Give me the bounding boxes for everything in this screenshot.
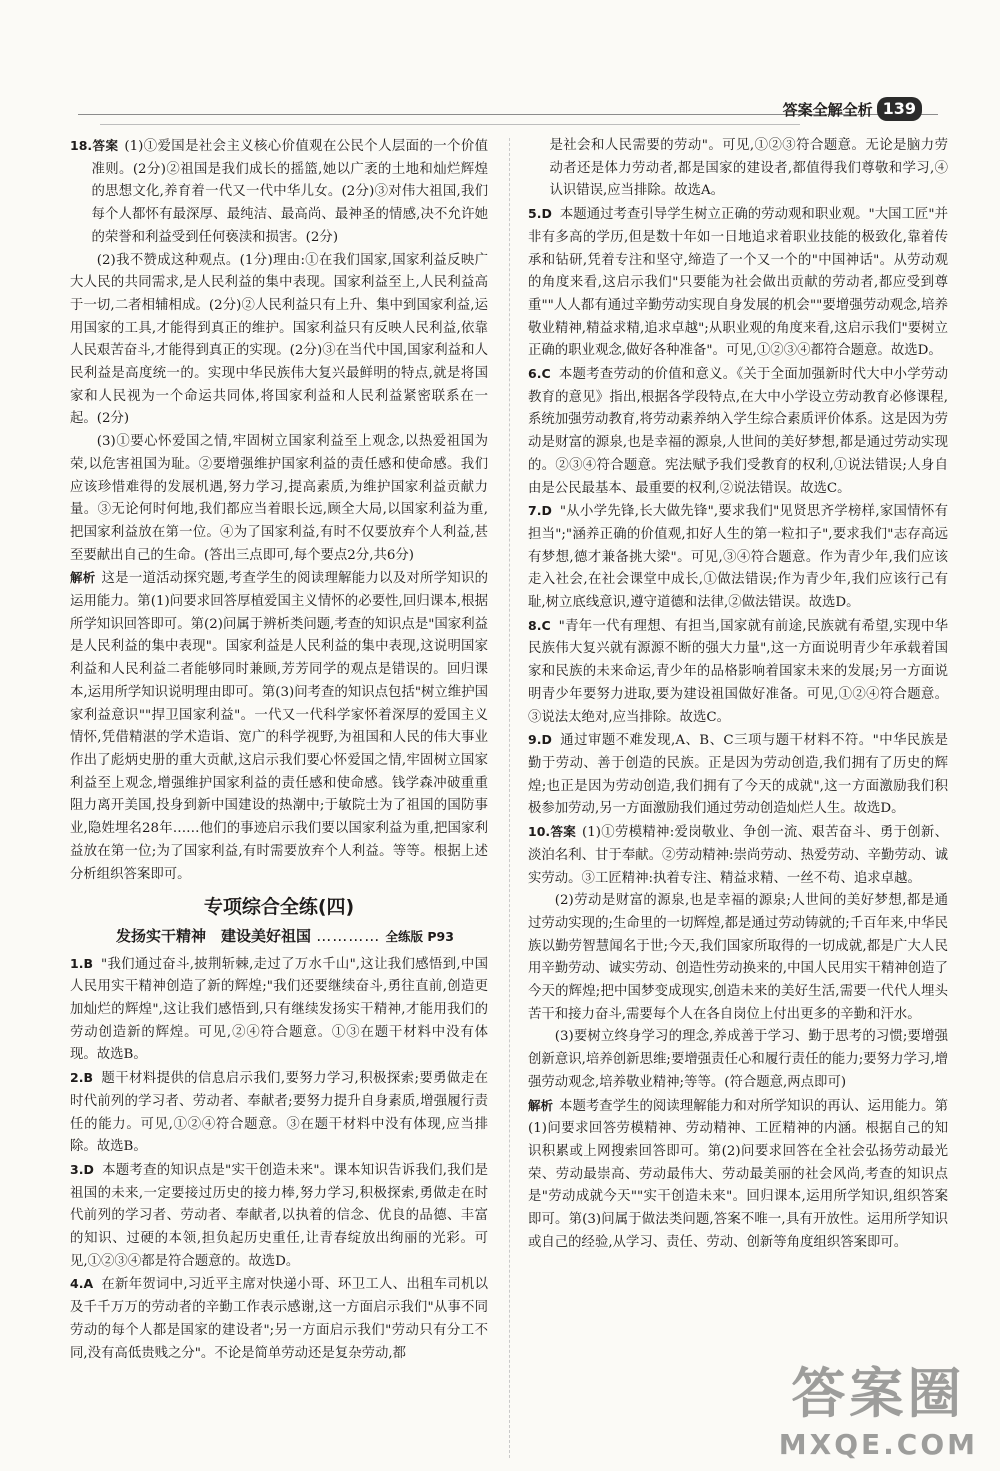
left-column: [70, 135, 488, 1365]
section-subhead: [70, 925, 488, 949]
answer-item-2: [70, 1067, 488, 1159]
answer-label: 答案: [550, 824, 577, 840]
page-header: [783, 97, 922, 121]
answer-part-2: (2)劳动是财富的源泉,也是幸福的源泉;人世间的美好梦想,都是通过劳动实现的;生命里的一切辉煌,都是通过劳动铸就的;千百年来,中华民族以勤劳智慧闻名于世;今天,我们国家所取得的一切成就,都是广大人民用辛勤劳动、诚实劳动、创造性劳动换来的,中国人民用实干精神创造了今天的辉煌;把中国梦变成现实,创造未来的美好生活,需要一代代人埋头苦干和接力奋斗,需要每个人在各自岗位上付出更多的辛勤和汗水。: [528, 893, 948, 1022]
header-rule-secondary: [100, 124, 800, 125]
question-number: 10.: [528, 824, 551, 840]
page-number: 139: [877, 97, 922, 121]
analysis-text: 这是一道活动探究题,考查学生的阅读理解能力以及对所学知识的运用能力。第(1)问要求回答厚植爱国主义情怀的必要性,回归课本,根据所学知识回答即可。第(2)问属于辨析类问题,考查的知识点是"国家利益是人民利益的集中表现"。国家利益是人民利益的集中表现,这说明国家利益和人民利益二者能够同时兼顾,芳芳同学的观点是错误的。回归课本,运用所学知识说明理由即可。第(3)问考查的知识点包括"树立维护国家利益意识""捍卫国家利益"。一代又一代科学家怀着深厚的爱国主义情怀,凭借精湛的学术造诣、宽广的科学视野,为祖国和人民的伟大事业作出了彪炳史册的重大贡献,这启示我们要心怀爱国之情,牢固树立国家利益至上观念,增强维护国家利益的责任感和使命感。钱学森冲破重重阻力离开美国,投身到新中国建设的热潮中;于敏院士为了祖国的国防事业,隐姓埋名28年……他们的事迹启示我们要以国家利益为重,把国家利益放在第一位;为了国家利益,有时需要放弃个人利益。等等。根据上述分析组织答案即可。: [70, 571, 488, 882]
item-number: 8.C: [528, 617, 551, 633]
item-text: 本题考查的知识点是"实干创造未来"。课本知识告诉我们,我们是祖国的未来,一定要接过历史的接力棒,努力学习,积极探索,勇做走在时代前列的学习者、劳动者、奉献者,以执着的信念、优良的品德、丰富的知识、过硬的本领,担负起历史重任,让青春绽放出绚丽的光彩。可见,①②③④都是符合题意的。故选D。: [70, 1162, 488, 1269]
item-number: 2.B: [70, 1070, 93, 1086]
answer-part-2: (2)我不赞成这种观点。(1分)理由:①在我们国家,国家利益反映广大人民的共同需求,是人民利益的集中表现。国家利益至上,人民利益高于一切,二者相辅相成。(2分)②人民利益只有上升、集中到国家利益,运用国家的工具,才能得到真正的维护。国家利益只有反映人民利益,依靠人民艰苦奋斗,才能得到真正的实现。(2分)③在当代中国,国家利益和人民利益是高度统一的。实现中华民族伟大复兴最鲜明的特点,就是将国家和人民视为一个命运共同体,将国家利益和人民利益紧密联系在一起。(2分): [70, 252, 488, 427]
item-number: 3.D: [70, 1161, 94, 1177]
answer-item-8: [528, 615, 948, 730]
item-number: 1.B: [70, 955, 93, 971]
analysis-label: 解析: [70, 570, 96, 586]
item-text: "从小学先锋,长大做先锋",要求我们"见贤思齐学榜样,家国情怀有担当";"涵养正确的价值观,扣好人生的第一粒扣子",要求我们"志存高远有梦想,德才兼备挑大梁"。可见,③④符合题意。作为青少年,我们应该走入社会,在社会课堂中成长,①做法错误;作为青少年,我们应该行己有耻,树立底线意识,遵守道德和法律,②做法错误。故选D。: [528, 504, 948, 611]
question-10: [528, 821, 948, 1254]
item-number: 5.D: [528, 206, 552, 222]
answer-item-9: [528, 729, 948, 821]
item-text: 本题考查劳动的价值和意义。《关于全面加强新时代大中小学劳动教育的意见》指出,根据各学段特点,在大中小学设立劳动教育必修课程,系统加强劳动教育,将劳动素养纳入学生综合素质评价体系。这是因为劳动是财富的源泉,也是幸福的源泉,人世间的美好梦想,都是通过劳动实现的。②③④符合题意。宪法赋予我们受教育的权利,①说法错误;人身自由是公民最基本、最重要的权利,②说法错误。故选C。: [528, 367, 948, 496]
item-text: 通过审题不难发现,A、B、C三项与题干材料不符。"中华民族是勤于劳动、善于创造的民族。正是因为劳动创造,我们拥有了历史的辉煌;也正是因为劳动创造,我们拥有了今天的成就",这一方面激励我们积极参加劳动,另一方面激励我们通过劳动创造灿烂人生。故选D。: [528, 733, 948, 817]
answer-item-7: [528, 500, 948, 615]
answer-item-4: [70, 1273, 488, 1365]
section-title: 专项综合全练(四): [203, 896, 355, 919]
subhead-title: 发扬实干精神 建设美好祖国: [116, 926, 312, 945]
answer-part-3: (3)要树立终身学习的理念,养成善于学习、勤于思考的习惯;要增强创新意识,培养创新思维;要增强责任心和履行责任的能力;要努力学习,增强劳动观念,培养敬业精神;等等。(符合题意,两点即可): [528, 1029, 948, 1090]
question-18: [70, 135, 488, 886]
answer-item-6: [528, 363, 948, 500]
answer-item-1: [70, 953, 488, 1068]
item-text: "我们通过奋斗,披荆斩棘,走过了万水千山",这让我们感悟到,中国人民用实干精神创造了新的辉煌;"我们还要继续奋斗,勇往直前,创造更加灿烂的辉煌",这让我们感悟到,只有继续发扬实干精神,才能用我们的劳动创造新的辉煌。可见,②④符合题意。①③在题干材料中没有体现。故选B。: [70, 956, 488, 1063]
watermark-domain: MXQE.COM: [778, 1428, 978, 1461]
site-watermark: [779, 1351, 978, 1461]
subhead-leader: …………: [316, 926, 381, 945]
item-text: 题干材料提供的信息启示我们,要努力学习,积极探索;要勇做走在时代前列的学习者、劳动者、奉献者;要努力提升自身素质,增强履行责任的能力。可见,①②④符合题意。③在题干材料中没有体现,应当排除。故选B。: [70, 1071, 488, 1155]
analysis-label: 解析: [528, 1097, 554, 1113]
item-text: 本题通过考查引导学生树立正确的劳动观和职业观。"大国工匠"并非有多高的学历,但是数十年如一日地追求着职业技能的极致化,靠着传承和钻研,凭着专注和坚守,缔造了一个又一个的"中国神话"。从劳动观的角度来看,这启示我们"只要能为社会做出贡献的劳动者,都应受到尊重""人人都有通过辛勤劳动实现自身发展的机会""要增强劳动观念,培养敬业精神,精益求精,追求卓越";从职业观的角度来看,这启示我们"要树立正确的职业观念,做好各种准备"。可见,①②③④都符合题意。故选D。: [528, 207, 948, 359]
analysis-text: 本题考查学生的阅读理解能力和对所学知识的再认、运用能力。第(1)问要求回答劳模精神、劳动精神、工匠精神的内涵。根据自己的知识积累或上网搜索回答即可。第(2)问要求回答在全社会弘扬劳动最光荣、劳动最崇高、劳动最伟大、劳动最美丽的社会风尚,考查的知识点是"劳动成就今天""实干创造未来"。回归课本,运用所学知识,组织答案即可。第(3)问属于做法类问题,答案不唯一,具有开放性。运用所学知识或自己的经验,从学习、责任、劳动、创新等角度组织答案即可。: [528, 1098, 948, 1250]
answer-label: 答案: [92, 138, 119, 153]
item-number: 7.D: [528, 503, 552, 519]
item-number: 6.C: [528, 366, 551, 382]
answer-part-3: (3)①要心怀爱国之情,牢固树立国家利益至上观念,以热爱祖国为荣,以危害祖国为耻。②要增强维护国家利益的责任感和使命感。我们应该珍惜难得的发展机遇,努力学习,提高素质,为维护国家利益贡献力量。③无论何时何地,我们都应当着眼长远,顾全大局,以国家利益为重,把国家利益放在第一位。④为了国家利益,有时不仅要放弃个人利益,甚至要献出自己的生命。(答出三点即可,每个要点2分,共6分): [70, 434, 488, 563]
watermark-logo: 答案圈: [791, 1362, 966, 1425]
header-title: 答案全解全析: [782, 100, 873, 119]
answer-item-3: [70, 1159, 488, 1274]
item-text: 在新年贺词中,习近平主席对快递小哥、环卫工人、出租车司机以及千千万万的劳动者的辛勤工作表示感谢,这一方面启示我们"从事不同劳动的每个人都是国家的建设者";另一方面启示我们"劳动只有分工不同,没有高低贵贱之分"。不论是简单劳动还是复杂劳动,都: [70, 1277, 488, 1361]
answer-item-5: [528, 203, 948, 363]
question-number: 18.: [70, 138, 93, 153]
subhead-page-ref: 全练版 P93: [385, 928, 454, 944]
right-column: [528, 135, 948, 1254]
item-number: 9.D: [528, 732, 552, 748]
column-divider: [509, 138, 510, 1458]
answer-item-4-continued: 是社会和人民需要的劳动"。可见,①②③符合题意。无论是脑力劳动者还是体力劳动者,都是国家的建设者,都值得我们尊敬和学习,④认识错误,应当排除。故选A。: [549, 138, 948, 199]
item-number: 4.A: [70, 1276, 94, 1292]
answer-part-1: (1)①劳模精神:爱岗敬业、争创一流、艰苦奋斗、勇于创新、淡泊名利、甘于奉献。②劳动精神:崇尚劳动、热爱劳动、辛勤劳动、诚实劳动。③工匠精神:执着专注、精益求精、一丝不苟、追求卓越。: [528, 825, 948, 886]
item-text: "青年一代有理想、有担当,国家就有前途,民族就有希望,实现中华民族伟大复兴就有源源不断的强大力量",这一方面说明青少年承载着国家和民族的未来命运,青少年的品格影响着国家未来的发展;另一方面说明青少年要努力进取,要为建设祖国做好准备。可见,①②④符合题意。③说法太绝对,应当排除。故选C。: [528, 618, 948, 725]
answer-part-1: (1)①爱国是社会主义核心价值观在公民个人层面的一个价值准则。(2分)②祖国是我们成长的摇篮,她以广袤的土地和灿烂辉煌的思想文化,养育着一代又一代中华儿女。(2分)③对伟大祖国,我们每个人都怀有最深厚、最纯洁、最高尚、最神圣的情感,决不允许她的荣誉和利益受到任何亵渎和损害。(2分): [91, 139, 488, 245]
